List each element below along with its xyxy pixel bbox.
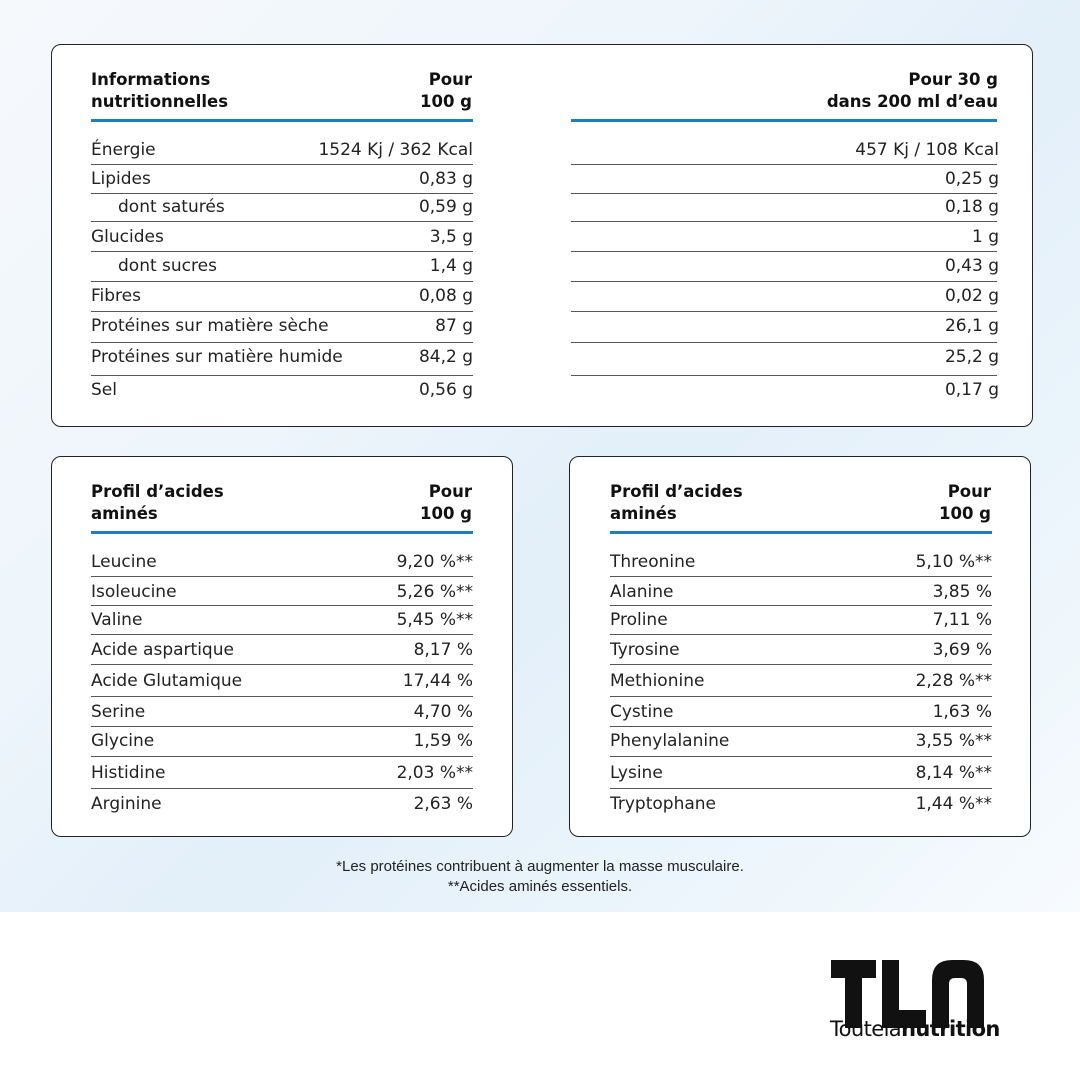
- value-per-serving: 26,1 g: [944, 316, 999, 336]
- amino-acid-value: 9,20 %**: [396, 552, 473, 572]
- row-divider: [91, 696, 473, 697]
- amino-acid-value: 5,26 %**: [396, 582, 473, 602]
- header-line: 100 g: [420, 92, 472, 111]
- amino-acid-value: 2,03 %**: [396, 763, 473, 783]
- value-per-100g: 0,83 g: [418, 169, 473, 189]
- row-divider: [91, 342, 473, 343]
- footnote-proteins: *Les protéines contribuent à augmenter la masse musculaire.: [336, 858, 744, 875]
- amino-acid-label: Histidine: [91, 763, 166, 783]
- value-per-serving: 0,43 g: [944, 256, 999, 276]
- amino-acid-label: Acide Glutamique: [91, 671, 243, 691]
- nutrition-facts-card: [51, 44, 1033, 427]
- header-line: Profil d’acides: [610, 482, 743, 501]
- amino-acid-value: 3,85 %: [932, 582, 992, 602]
- header-line: Pour: [428, 70, 472, 89]
- amino-acid-value: 5,10 %**: [915, 552, 992, 572]
- value-per-100g: 1524 Kj / 362 Kcal: [318, 140, 473, 160]
- nutrient-label: Fibres: [91, 286, 141, 306]
- amino-acid-label: Tryptophane: [610, 794, 717, 814]
- row-divider: [610, 756, 992, 757]
- nutrient-label: Sel: [91, 380, 117, 400]
- amino-acid-label: Phenylalanine: [610, 731, 730, 751]
- header-line: 100 g: [420, 504, 472, 523]
- amino-acid-value: 5,45 %**: [396, 610, 473, 630]
- amino-acid-value: 1,63 %: [932, 702, 992, 722]
- row-divider: [610, 605, 992, 606]
- row-divider: [610, 696, 992, 697]
- value-per-serving: 0,02 g: [944, 286, 999, 306]
- amino-acid-value: 1,59 %: [413, 731, 473, 751]
- amino-acid-label: Tyrosine: [610, 640, 680, 660]
- row-divider: [91, 311, 473, 312]
- row-divider: [91, 756, 473, 757]
- header-line: Pour: [947, 482, 991, 501]
- row-divider: [91, 251, 473, 252]
- row-divider: [91, 164, 473, 165]
- amino-acid-value: 8,17 %: [413, 640, 473, 660]
- amino-acid-label: Proline: [610, 610, 668, 630]
- amino-acid-value: 2,63 %: [413, 794, 473, 814]
- value-per-serving: 457 Kj / 108 Kcal: [855, 140, 999, 160]
- nutrient-label: dont saturés: [118, 197, 225, 217]
- value-per-serving: 0,25 g: [944, 169, 999, 189]
- amino-acid-value: 3,69 %: [932, 640, 992, 660]
- row-divider: [91, 221, 473, 222]
- row-divider: [571, 164, 997, 165]
- amino-acid-label: Threonine: [610, 552, 696, 572]
- value-per-100g: 0,56 g: [418, 380, 473, 400]
- header-nutrition-info: [91, 69, 228, 113]
- row-divider: [571, 281, 997, 282]
- brand-name-light: Toutela: [830, 1017, 902, 1041]
- value-per-serving: 0,18 g: [944, 197, 999, 217]
- nutrient-label: Protéines sur matière humide: [91, 347, 343, 367]
- row-divider: [91, 375, 473, 376]
- header-per-100g: [372, 481, 472, 525]
- header-line: Informations: [91, 70, 211, 89]
- amino-acid-label: Methionine: [610, 671, 705, 691]
- amino-acid-label: Leucine: [91, 552, 157, 572]
- header-line: Pour: [428, 482, 472, 501]
- amino-acid-value: 8,14 %**: [915, 763, 992, 783]
- row-divider: [91, 605, 473, 606]
- value-per-100g: 3,5 g: [429, 227, 473, 247]
- row-divider: [571, 193, 997, 194]
- row-divider: [571, 221, 997, 222]
- amino-acid-label: Serine: [91, 702, 146, 722]
- amino-acid-value: 2,28 %**: [915, 671, 992, 691]
- brand-name-bold: nutrition: [901, 1017, 1000, 1041]
- header-line: dans 200 ml d’eau: [826, 92, 998, 111]
- amino-acid-label: Acide aspartique: [91, 640, 234, 660]
- nutrient-label: Protéines sur matière sèche: [91, 316, 329, 336]
- header-line: aminés: [610, 504, 677, 523]
- amino-acid-label: Isoleucine: [91, 582, 177, 602]
- row-divider: [610, 788, 992, 789]
- value-per-100g: 87 g: [435, 316, 473, 336]
- value-per-serving: 25,2 g: [944, 347, 999, 367]
- row-divider: [571, 251, 997, 252]
- nutrient-label: Énergie: [91, 140, 156, 160]
- amino-acid-label: Lysine: [610, 763, 663, 783]
- row-divider: [91, 576, 473, 577]
- header-per-30g: [752, 69, 998, 113]
- row-divider: [610, 664, 992, 665]
- header-per-100g: [372, 69, 472, 113]
- amino-acid-label: Valine: [91, 610, 143, 630]
- nutrient-label: Glucides: [91, 227, 164, 247]
- header-line: Pour 30 g: [908, 70, 998, 89]
- header-rule: [91, 119, 473, 122]
- footnote-essential: **Acides aminés essentiels.: [447, 878, 633, 895]
- value-per-100g: 84,2 g: [418, 347, 473, 367]
- nutrient-label: Lipides: [91, 169, 151, 189]
- amino-acid-value: 4,70 %: [413, 702, 473, 722]
- row-divider: [91, 788, 473, 789]
- amino-acid-value: 17,44 %: [402, 671, 473, 691]
- header-per-100g: [891, 481, 991, 525]
- header-amino-profile: [610, 481, 743, 525]
- value-per-100g: 0,59 g: [418, 197, 473, 217]
- header-rule: [91, 531, 473, 534]
- amino-acid-label: Arginine: [91, 794, 162, 814]
- amino-acid-value: 7,11 %: [932, 610, 992, 630]
- amino-acid-value: 3,55 %**: [915, 731, 992, 751]
- row-divider: [571, 375, 997, 376]
- row-divider: [610, 634, 992, 635]
- row-divider: [91, 726, 473, 727]
- row-divider: [91, 281, 473, 282]
- header-line: aminés: [91, 504, 158, 523]
- row-divider: [571, 342, 997, 343]
- row-divider: [91, 634, 473, 635]
- header-line: 100 g: [939, 504, 991, 523]
- amino-profile-card-right: [569, 456, 1031, 837]
- header-line: Profil d’acides: [91, 482, 224, 501]
- nutrient-label: dont sucres: [118, 256, 217, 276]
- row-divider: [610, 726, 992, 727]
- amino-profile-card-left: [51, 456, 513, 837]
- value-per-100g: 0,08 g: [418, 286, 473, 306]
- brand-wordmark: [830, 1017, 1000, 1041]
- header-rule: [571, 119, 997, 122]
- header-amino-profile: [91, 481, 224, 525]
- row-divider: [610, 576, 992, 577]
- amino-acid-label: Cystine: [610, 702, 674, 722]
- header-line: nutritionnelles: [91, 92, 229, 111]
- row-divider: [571, 311, 997, 312]
- row-divider: [91, 193, 473, 194]
- value-per-100g: 1,4 g: [429, 256, 473, 276]
- amino-acid-label: Glycine: [91, 731, 155, 751]
- value-per-serving: 1 g: [971, 227, 999, 247]
- amino-acid-label: Alanine: [610, 582, 674, 602]
- amino-acid-value: 1,44 %**: [915, 794, 992, 814]
- row-divider: [91, 664, 473, 665]
- value-per-serving: 0,17 g: [944, 380, 999, 400]
- header-rule: [610, 531, 992, 534]
